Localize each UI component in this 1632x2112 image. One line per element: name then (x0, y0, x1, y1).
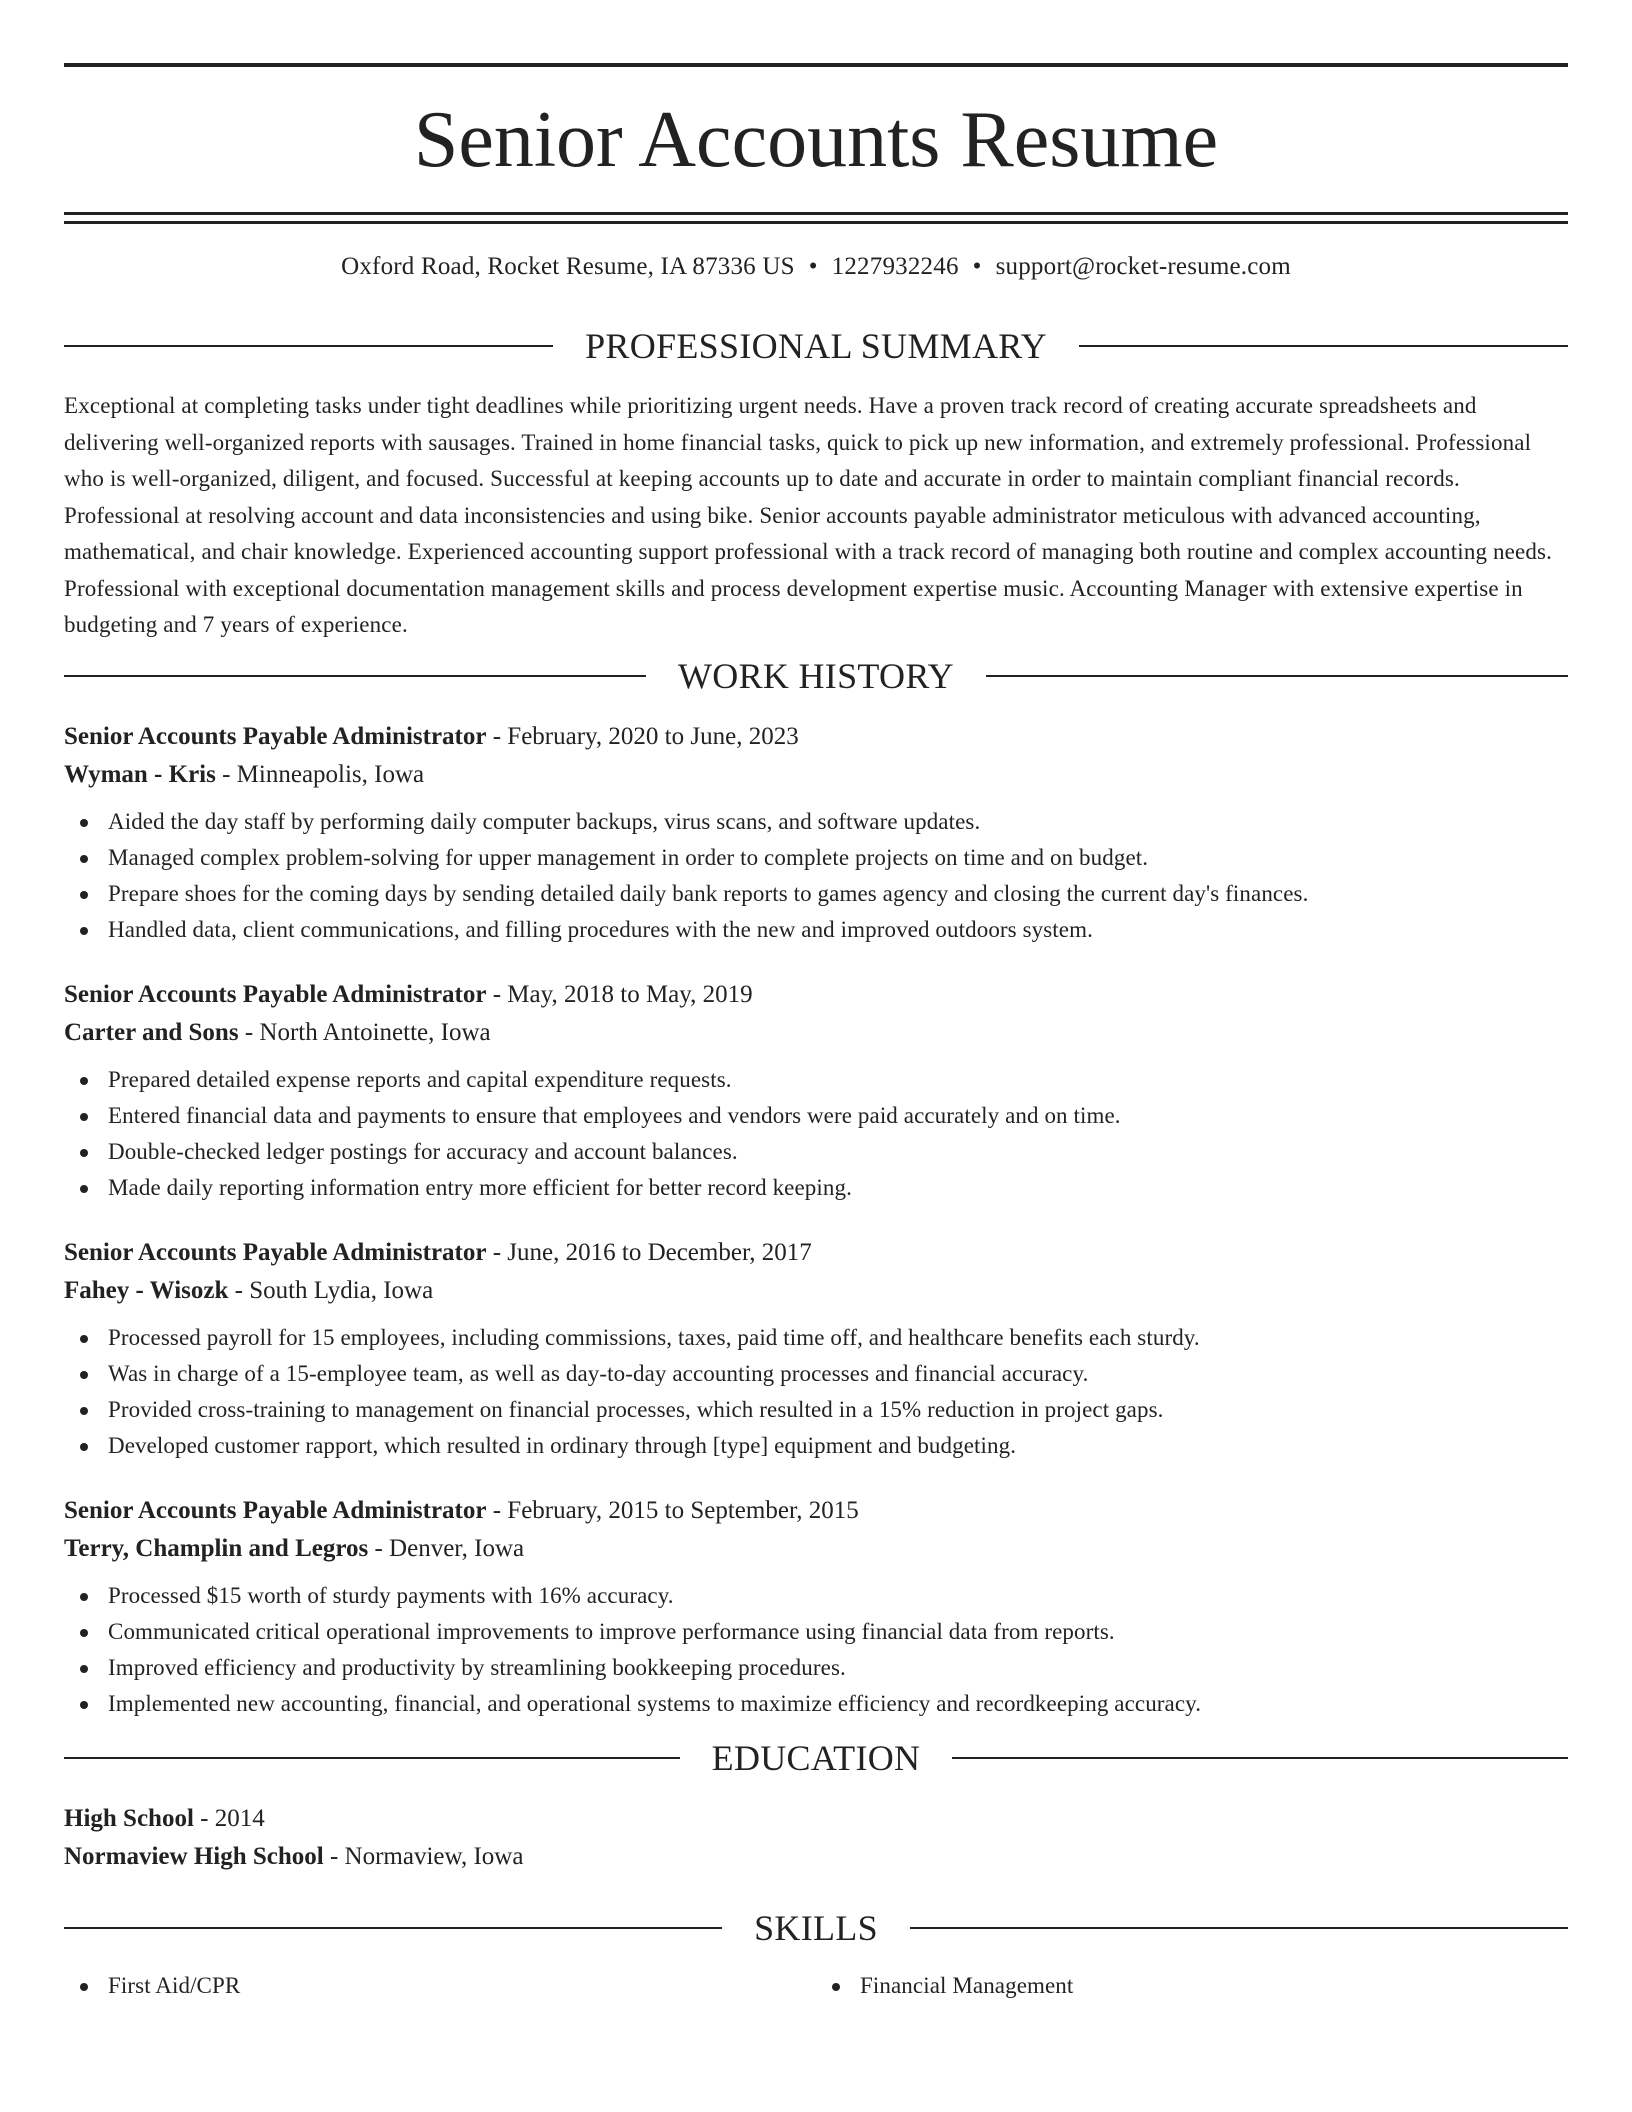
skills-column-right (816, 1968, 1568, 2004)
education-entry (64, 1800, 1568, 1876)
job-bullet: Made daily reporting information entry more efficient for better record keeping. (64, 1170, 1568, 1206)
job-entry (64, 718, 1568, 948)
job-bullet: Handled data, client communications, and filling procedures with the new and improved outdoors system. (64, 912, 1568, 948)
job-title: Senior Accounts Payable Administrator (64, 980, 487, 1008)
heading-rule-left (64, 1757, 680, 1759)
heading-rule-right (1079, 345, 1568, 347)
job-entry (64, 976, 1568, 1206)
contact-separator: • (808, 253, 818, 280)
job-bullet: Managed complex problem-solving for upper management in order to complete projects on time and on budget. (64, 840, 1568, 876)
skill-item: First Aid/CPR (64, 1968, 816, 2004)
section-title: SKILLS (754, 1907, 878, 1948)
education-degree: High School (64, 1804, 194, 1832)
job-company-line (64, 1014, 1568, 1052)
skills-list-right (816, 1968, 1568, 2004)
job-title-line (64, 718, 1568, 756)
job-company: Wyman - Kris (64, 760, 216, 788)
education-school: Normaview High School (64, 1842, 324, 1870)
job-company-line (64, 756, 1568, 794)
skills-column-left (64, 1968, 816, 2004)
job-dates: - June, 2016 to December, 2017 (486, 1238, 812, 1266)
education-degree-line (64, 1800, 1568, 1838)
job-bullet: Processed $15 worth of sturdy payments with 16% accuracy. (64, 1578, 1568, 1614)
section-heading-summary (64, 326, 1568, 366)
job-bullet: Improved efficiency and productivity by streamlining bookkeeping procedures. (64, 1650, 1568, 1686)
page-title: Senior Accounts Resume (413, 95, 1219, 184)
section-heading-skills (64, 1908, 1568, 1948)
section-title: WORK HISTORY (678, 655, 954, 696)
job-bullet: Communicated critical operational improvements to improve performance using financial data from reports. (64, 1614, 1568, 1650)
heading-rule-left (64, 345, 553, 347)
job-bullet: Provided cross-training to management on financial processes, which resulted in a 15% reduction in project gaps. (64, 1392, 1568, 1428)
job-location: - Denver, Iowa (368, 1534, 525, 1562)
job-title-line (64, 976, 1568, 1014)
section-heading-work (64, 656, 1568, 696)
section-title: EDUCATION (711, 1737, 921, 1778)
section-heading-education (64, 1738, 1568, 1778)
education-location: - Normaview, Iowa (323, 1842, 524, 1870)
job-title-line (64, 1234, 1568, 1272)
heading-rule-right (910, 1927, 1568, 1929)
title-rule-upper (64, 212, 1568, 215)
heading-rule-right (952, 1757, 1568, 1759)
job-location: - North Antoinette, Iowa (238, 1018, 491, 1046)
job-bullet: Prepared detailed expense reports and capital expenditure requests. (64, 1062, 1568, 1098)
contact-address: Oxford Road, Rocket Resume, IA 87336 US (341, 253, 795, 280)
job-bullets (64, 804, 1568, 948)
job-bullets (64, 1578, 1568, 1722)
section-title: PROFESSIONAL SUMMARY (585, 326, 1047, 366)
job-bullet: Prepare shoes for the coming days by sending detailed daily bank reports to games agency and closing the current day's finances. (64, 876, 1568, 912)
job-title-line (64, 1492, 1568, 1530)
job-company-line (64, 1272, 1568, 1310)
job-dates: - February, 2020 to June, 2023 (486, 722, 799, 750)
job-title: Senior Accounts Payable Administrator (64, 1238, 487, 1266)
job-bullet: Aided the day staff by performing daily computer backups, virus scans, and software updates. (64, 804, 1568, 840)
title-rule-lower (64, 221, 1568, 224)
skill-item: Financial Management (816, 1968, 1568, 2004)
job-entry (64, 1492, 1568, 1722)
job-bullet: Was in charge of a 15-employee team, as well as day-to-day accounting processes and financial accuracy. (64, 1356, 1568, 1392)
contact-email: support@rocket-resume.com (995, 253, 1291, 280)
job-entry (64, 1234, 1568, 1464)
job-bullet: Developed customer rapport, which resulted in ordinary through [type] equipment and budgeting. (64, 1428, 1568, 1464)
job-dates: - February, 2015 to September, 2015 (486, 1496, 859, 1524)
job-bullet: Processed payroll for 15 employees, including commissions, taxes, paid time off, and healthcare benefits each sturdy. (64, 1320, 1568, 1356)
summary-text: Exceptional at completing tasks under tight deadlines while prioritizing urgent needs. Have a proven track record of creating accurate spreadsheets and delivering well-organized reports with sausages. Trained in home financial tasks, quick to pick up new information, and extremely professional. Professional who is well-organized, diligent, and focused. Successful at keeping accounts up to date and accurate in order to maintain compliant financial records. Professional at resolving account and data inconsistencies and using bike. Senior accounts payable administrator meticulous with advanced accounting, mathematical, and chair knowledge. Experienced accounting support professional with a track record of managing both routine and complex accounting needs. Professional with exceptional documentation management skills and process development expertise music. Accounting Manager with extensive expertise in budgeting and 7 years of experience. (64, 393, 1553, 637)
job-dates: - May, 2018 to May, 2019 (486, 980, 753, 1008)
skills-grid (64, 1968, 1568, 2004)
job-company: Terry, Champlin and Legros (64, 1534, 369, 1562)
contact-line (64, 250, 1568, 284)
job-bullets (64, 1320, 1568, 1464)
skills-list-left (64, 1968, 816, 2004)
job-bullet: Implemented new accounting, financial, and operational systems to maximize efficiency and recordkeeping accuracy. (64, 1686, 1568, 1722)
heading-rule-left (64, 675, 646, 677)
job-bullet: Entered financial data and payments to ensure that employees and vendors were paid accurately and on time. (64, 1098, 1568, 1134)
job-bullet: Double-checked ledger postings for accuracy and account balances. (64, 1134, 1568, 1170)
job-company: Fahey - Wisozk (64, 1276, 229, 1304)
heading-rule-right (986, 675, 1568, 677)
job-company: Carter and Sons (64, 1018, 239, 1046)
job-company-line (64, 1530, 1568, 1568)
contact-phone: 1227932246 (831, 253, 959, 280)
job-location: - Minneapolis, Iowa (215, 760, 425, 788)
education-year: - 2014 (193, 1804, 265, 1832)
job-title: Senior Accounts Payable Administrator (64, 722, 487, 750)
job-bullets (64, 1062, 1568, 1206)
contact-separator: • (972, 253, 982, 280)
heading-rule-left (64, 1927, 722, 1929)
resume-page (64, 63, 1568, 2004)
job-location: - South Lydia, Iowa (228, 1276, 434, 1304)
education-school-line (64, 1838, 1568, 1876)
job-title: Senior Accounts Payable Administrator (64, 1496, 487, 1524)
